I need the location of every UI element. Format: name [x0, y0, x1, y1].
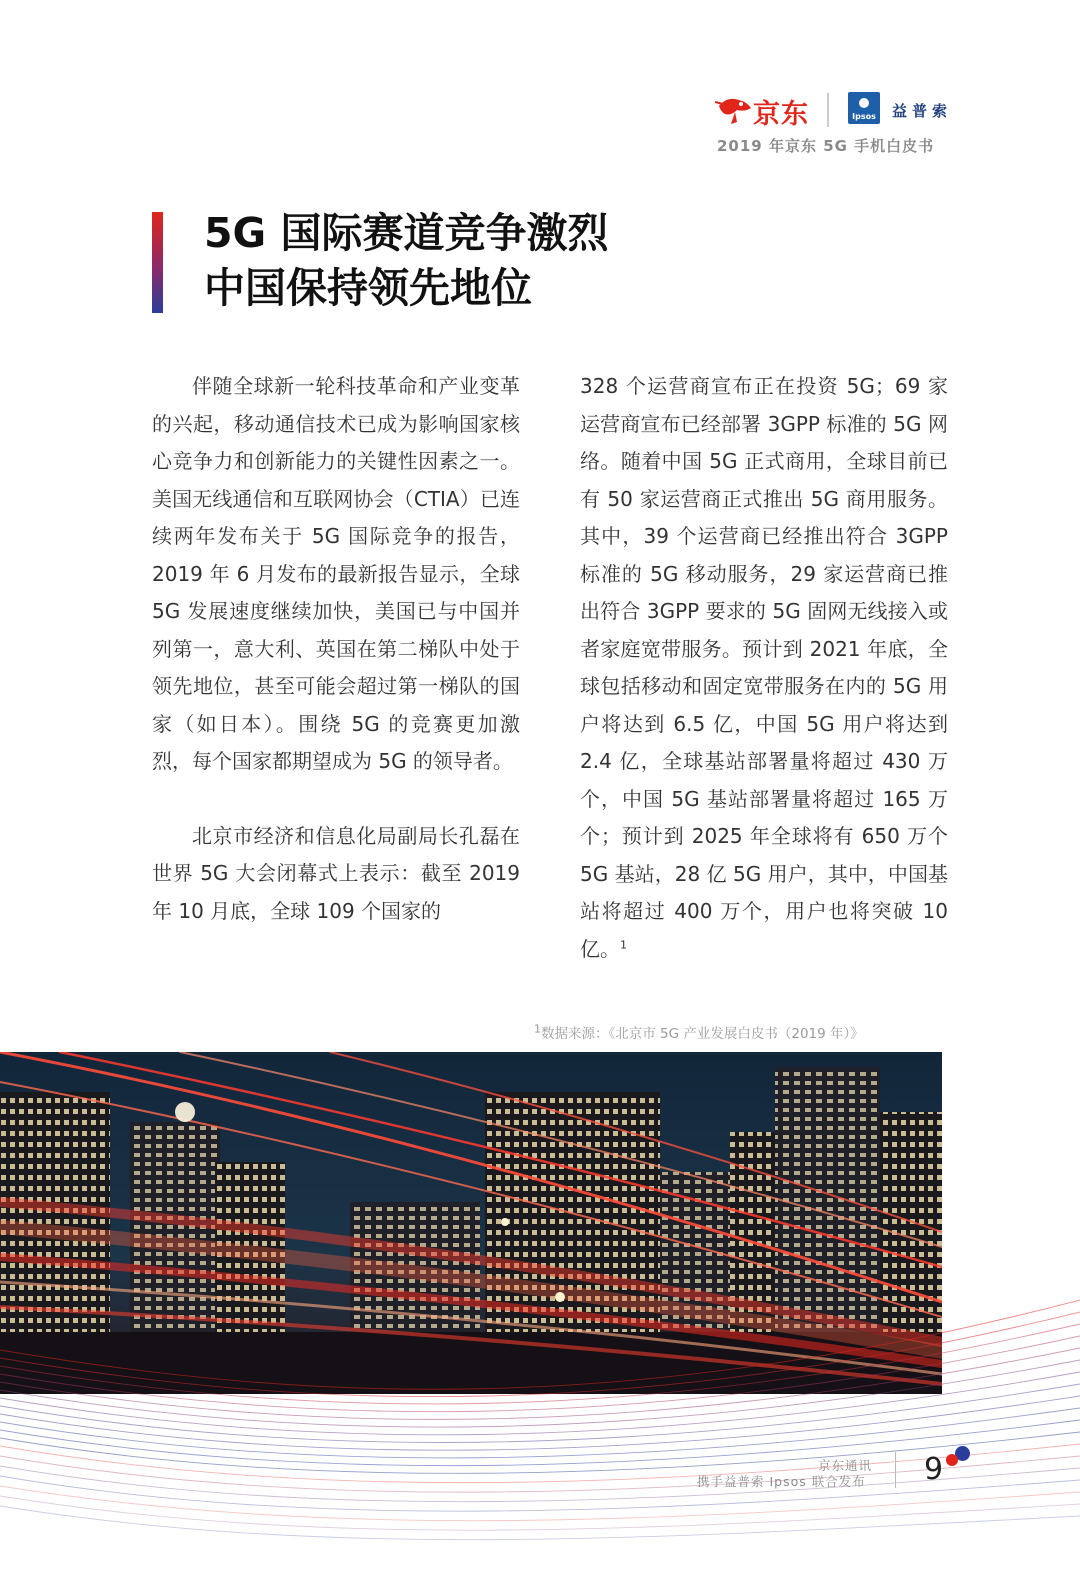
footnote-mark: 1: [534, 1022, 541, 1036]
page-number: 9: [924, 1452, 944, 1487]
jd-dog-icon: [715, 92, 757, 132]
header-subtitle: 2019 年京东 5G 手机白皮书: [717, 137, 935, 155]
footnote-reference: 1: [620, 937, 627, 951]
body-paragraph: [580, 368, 948, 968]
body-paragraph: 北京市经济和信息化局副局长孔磊在世界 5G 大会闭幕式上表示：截至 2019 年 10 月底，全球 109 个国家的: [152, 823, 520, 923]
ipsos-logo-word: Ipsos: [852, 112, 876, 121]
logo-divider: [827, 93, 829, 127]
body-paragraph-text: 328 个运营商宣布正在投资 5G；69 家运营商宣布已经部署 3GPP 标准的 5G 网络。随着中国 5G 正式商用，全球目前已有 50 家运营商正式推出 5G 商用服务。其中，39 个运营商已经推出符合 3GPP 标准的 5G 移动服务，29 家运营商已推出符合 3GPP 要求的 5G 固网无线接入或者家庭宽带服务。预计到 2021 年底，全球包括移动和固定宽带服务在内的 5G 用户将达到 6.5 亿，中国 5G 用户将达到 2.4 亿，全球基站部署量将超过 430 万个，中国 5G 基站部署量将超过 165 万个；预计到 2025 年全球将有 650 万个 5G 基站，28 亿 5G 用户，其中，中国基站将超过 400 万个，用户也将突破 10 亿。: [580, 374, 948, 961]
ipsos-logo-mark: [859, 98, 869, 108]
footnote: [534, 1022, 864, 1042]
footer-line-2: 携手益普索 Ipsos 联合发布: [697, 1474, 866, 1489]
body-paragraph: 伴随全球新一轮科技革命和产业变革的兴起，移动通信技术已成为影响国家核心竞争力和创新能力的关键性因素之一。美国无线通信和互联网协会（CTIA）已连续两年发布关于 5G 国际竞争的报告，2019 年 6 月发布的最新报告显示，全球 5G 发展速度继续加快，美国已与中国并列第一，意大利、英国在第二梯队中处于领先地位，甚至可能会超过第一梯队的国家（如日本）。围绕 5G 的竞赛更加激烈，每个国家都期望成为 5G 的领导者。: [152, 374, 520, 773]
jd-logo-text: 京东: [753, 99, 809, 130]
ipsos-logo: [848, 92, 880, 124]
dots-icon-red: [946, 1454, 958, 1466]
footer-line-1: 京东通讯: [818, 1458, 873, 1473]
footer-divider: [895, 1452, 896, 1488]
footnote-text: 数据来源：《北京市 5G 产业发展白皮书（2019 年）》: [541, 1026, 864, 1042]
page-title-line-2: 中国保持领先地位: [204, 264, 532, 312]
page-title-line-1: 5G 国际赛道竞争激烈: [204, 209, 609, 257]
title-accent-bar: [152, 212, 163, 313]
body-column-right: [580, 368, 948, 968]
body-column-left: [152, 368, 520, 930]
ipsos-chinese-name: 益普索: [892, 102, 953, 120]
decorative-wave-lines: [0, 1290, 1080, 1591]
